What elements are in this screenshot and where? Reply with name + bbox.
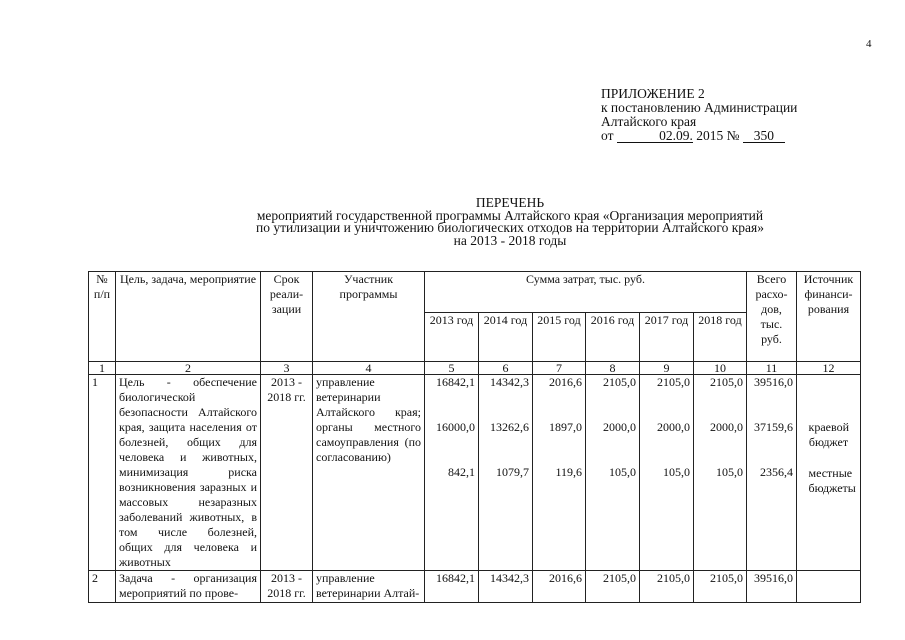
- cost-2014-cell: 14342,3: [479, 571, 533, 603]
- header-source: Источник финанси-рования: [797, 272, 861, 362]
- value-local: 1079,7: [496, 465, 529, 479]
- row-participant: управление ветеринарии Алтай-: [313, 571, 425, 603]
- header-num: № п/п: [89, 272, 116, 362]
- cost-2017-cell: [640, 375, 694, 571]
- header-year-2018: 2018 год: [694, 313, 747, 362]
- value-regional: 2000,0: [657, 420, 690, 434]
- funding-source-cell: [797, 571, 861, 603]
- decree-date: 02.09.: [617, 129, 693, 143]
- header-total: Всего расхо-дов, тыс. руб.: [747, 272, 797, 362]
- heading-line-3: на 2013 - 2018 годы: [453, 232, 567, 248]
- row-number: 1: [89, 375, 116, 571]
- cost-2017-cell: 2105,0: [640, 571, 694, 603]
- value-total: 2105,0: [603, 375, 636, 389]
- value-local: 105,0: [663, 465, 690, 479]
- value-total: 2105,0: [657, 375, 690, 389]
- row-participant: управление ветеринарии Алтайского края; органы местного самоуправления (по согласованию): [313, 375, 425, 571]
- value-total: 16842,1: [436, 375, 475, 389]
- col-number: 6: [479, 362, 533, 375]
- header-participant: Участник программы: [313, 272, 425, 362]
- source-regional: краевой бюджет: [808, 420, 849, 449]
- value-local: 842,1: [448, 465, 475, 479]
- value-regional: 13262,6: [490, 420, 529, 434]
- table-row: [89, 375, 861, 571]
- col-number: 11: [747, 362, 797, 375]
- page-number: 4: [866, 38, 872, 50]
- col-number: 2: [116, 362, 261, 375]
- col-number: 9: [640, 362, 694, 375]
- row-term: 2013 - 2018 гг.: [261, 571, 313, 603]
- col-number: 1: [89, 362, 116, 375]
- value-local: 119,6: [555, 465, 582, 479]
- value-total: 2105,0: [710, 375, 743, 389]
- cost-2015-cell: 2016,6: [533, 571, 586, 603]
- header-year-2016: 2016 год: [586, 313, 640, 362]
- appendix-title: ПРИЛОЖЕНИЕ 2: [601, 86, 705, 101]
- header-year-2017: 2017 год: [640, 313, 694, 362]
- appendix-date-line: [601, 129, 797, 143]
- value-total: 39516,0: [754, 375, 793, 389]
- cost-2015-cell: [533, 375, 586, 571]
- source-local: местные бюджеты: [808, 466, 856, 495]
- row-goal-text: Задача - организация мероприятий по прове-: [116, 571, 261, 603]
- col-number: 5: [425, 362, 479, 375]
- value-regional: 2000,0: [603, 420, 636, 434]
- row-term: 2013 - 2018 гг.: [261, 375, 313, 571]
- cost-2016-cell: 2105,0: [586, 571, 640, 603]
- cost-2014-cell: [479, 375, 533, 571]
- header-cost: Сумма затрат, тыс. руб.: [425, 272, 747, 313]
- measures-table: [88, 271, 861, 603]
- row-number: 2: [89, 571, 116, 603]
- value-total: 2016,6: [549, 375, 582, 389]
- appendix-block: [601, 87, 797, 143]
- header-goal: Цель, задача, мероприятие: [116, 272, 261, 362]
- value-total: 14342,3: [490, 375, 529, 389]
- heading-title: ПЕРЕЧЕНЬ: [475, 195, 545, 210]
- source-blank: [800, 375, 857, 390]
- appendix-line-1: к постановлению Администрации: [601, 100, 798, 115]
- cost-2013-cell: [425, 375, 479, 571]
- value-regional: 16000,0: [436, 420, 475, 434]
- value-regional: 37159,6: [754, 420, 793, 434]
- value-regional: 1897,0: [549, 420, 582, 434]
- cost-total-cell: [747, 375, 797, 571]
- col-number: 3: [261, 362, 313, 375]
- value-regional: 2000,0: [710, 420, 743, 434]
- value-local: 2356,4: [760, 465, 793, 479]
- heading-line-1: мероприятий государственной программы Алтайского края «Организация мероприятий: [256, 207, 764, 223]
- header-year-2014: 2014 год: [479, 313, 533, 362]
- cost-2018-cell: [694, 375, 747, 571]
- col-number: 7: [533, 362, 586, 375]
- header-term: Срок реали-зации: [261, 272, 313, 362]
- value-local: 105,0: [609, 465, 636, 479]
- decree-number: 350: [743, 129, 785, 143]
- col-number: 12: [797, 362, 861, 375]
- value-local: 105,0: [716, 465, 743, 479]
- col-number: 4: [313, 362, 425, 375]
- cost-total-cell: 39516,0: [747, 571, 797, 603]
- heading-line-2: по утилизации и уничтожению биологических отходов на территории Алтайского края»: [256, 220, 764, 235]
- col-number: 10: [694, 362, 747, 375]
- row-goal-text: Цель - обеспечение биологической безопасности Алтайского края, защита населения от болезней, общих для человека и животных, минимизация риска возникновения заразных и массовых незаразных заболеваний животных, в том числе болезней, общих для человека и животных: [116, 375, 261, 571]
- cost-2013-cell: 16842,1: [425, 571, 479, 603]
- decree-year: 2015: [696, 128, 724, 143]
- funding-source-cell: [797, 375, 861, 571]
- cost-2016-cell: [586, 375, 640, 571]
- table-row: [89, 571, 861, 603]
- header-year-2015: 2015 год: [533, 313, 586, 362]
- header-year-2013: 2013 год: [425, 313, 479, 362]
- from-label: от: [601, 128, 614, 143]
- cost-2018-cell: 2105,0: [694, 571, 747, 603]
- column-number-row: [89, 362, 861, 375]
- col-number: 8: [586, 362, 640, 375]
- appendix-line-2: Алтайского края: [601, 114, 697, 129]
- document-heading: [150, 197, 870, 247]
- number-label: №: [726, 128, 740, 143]
